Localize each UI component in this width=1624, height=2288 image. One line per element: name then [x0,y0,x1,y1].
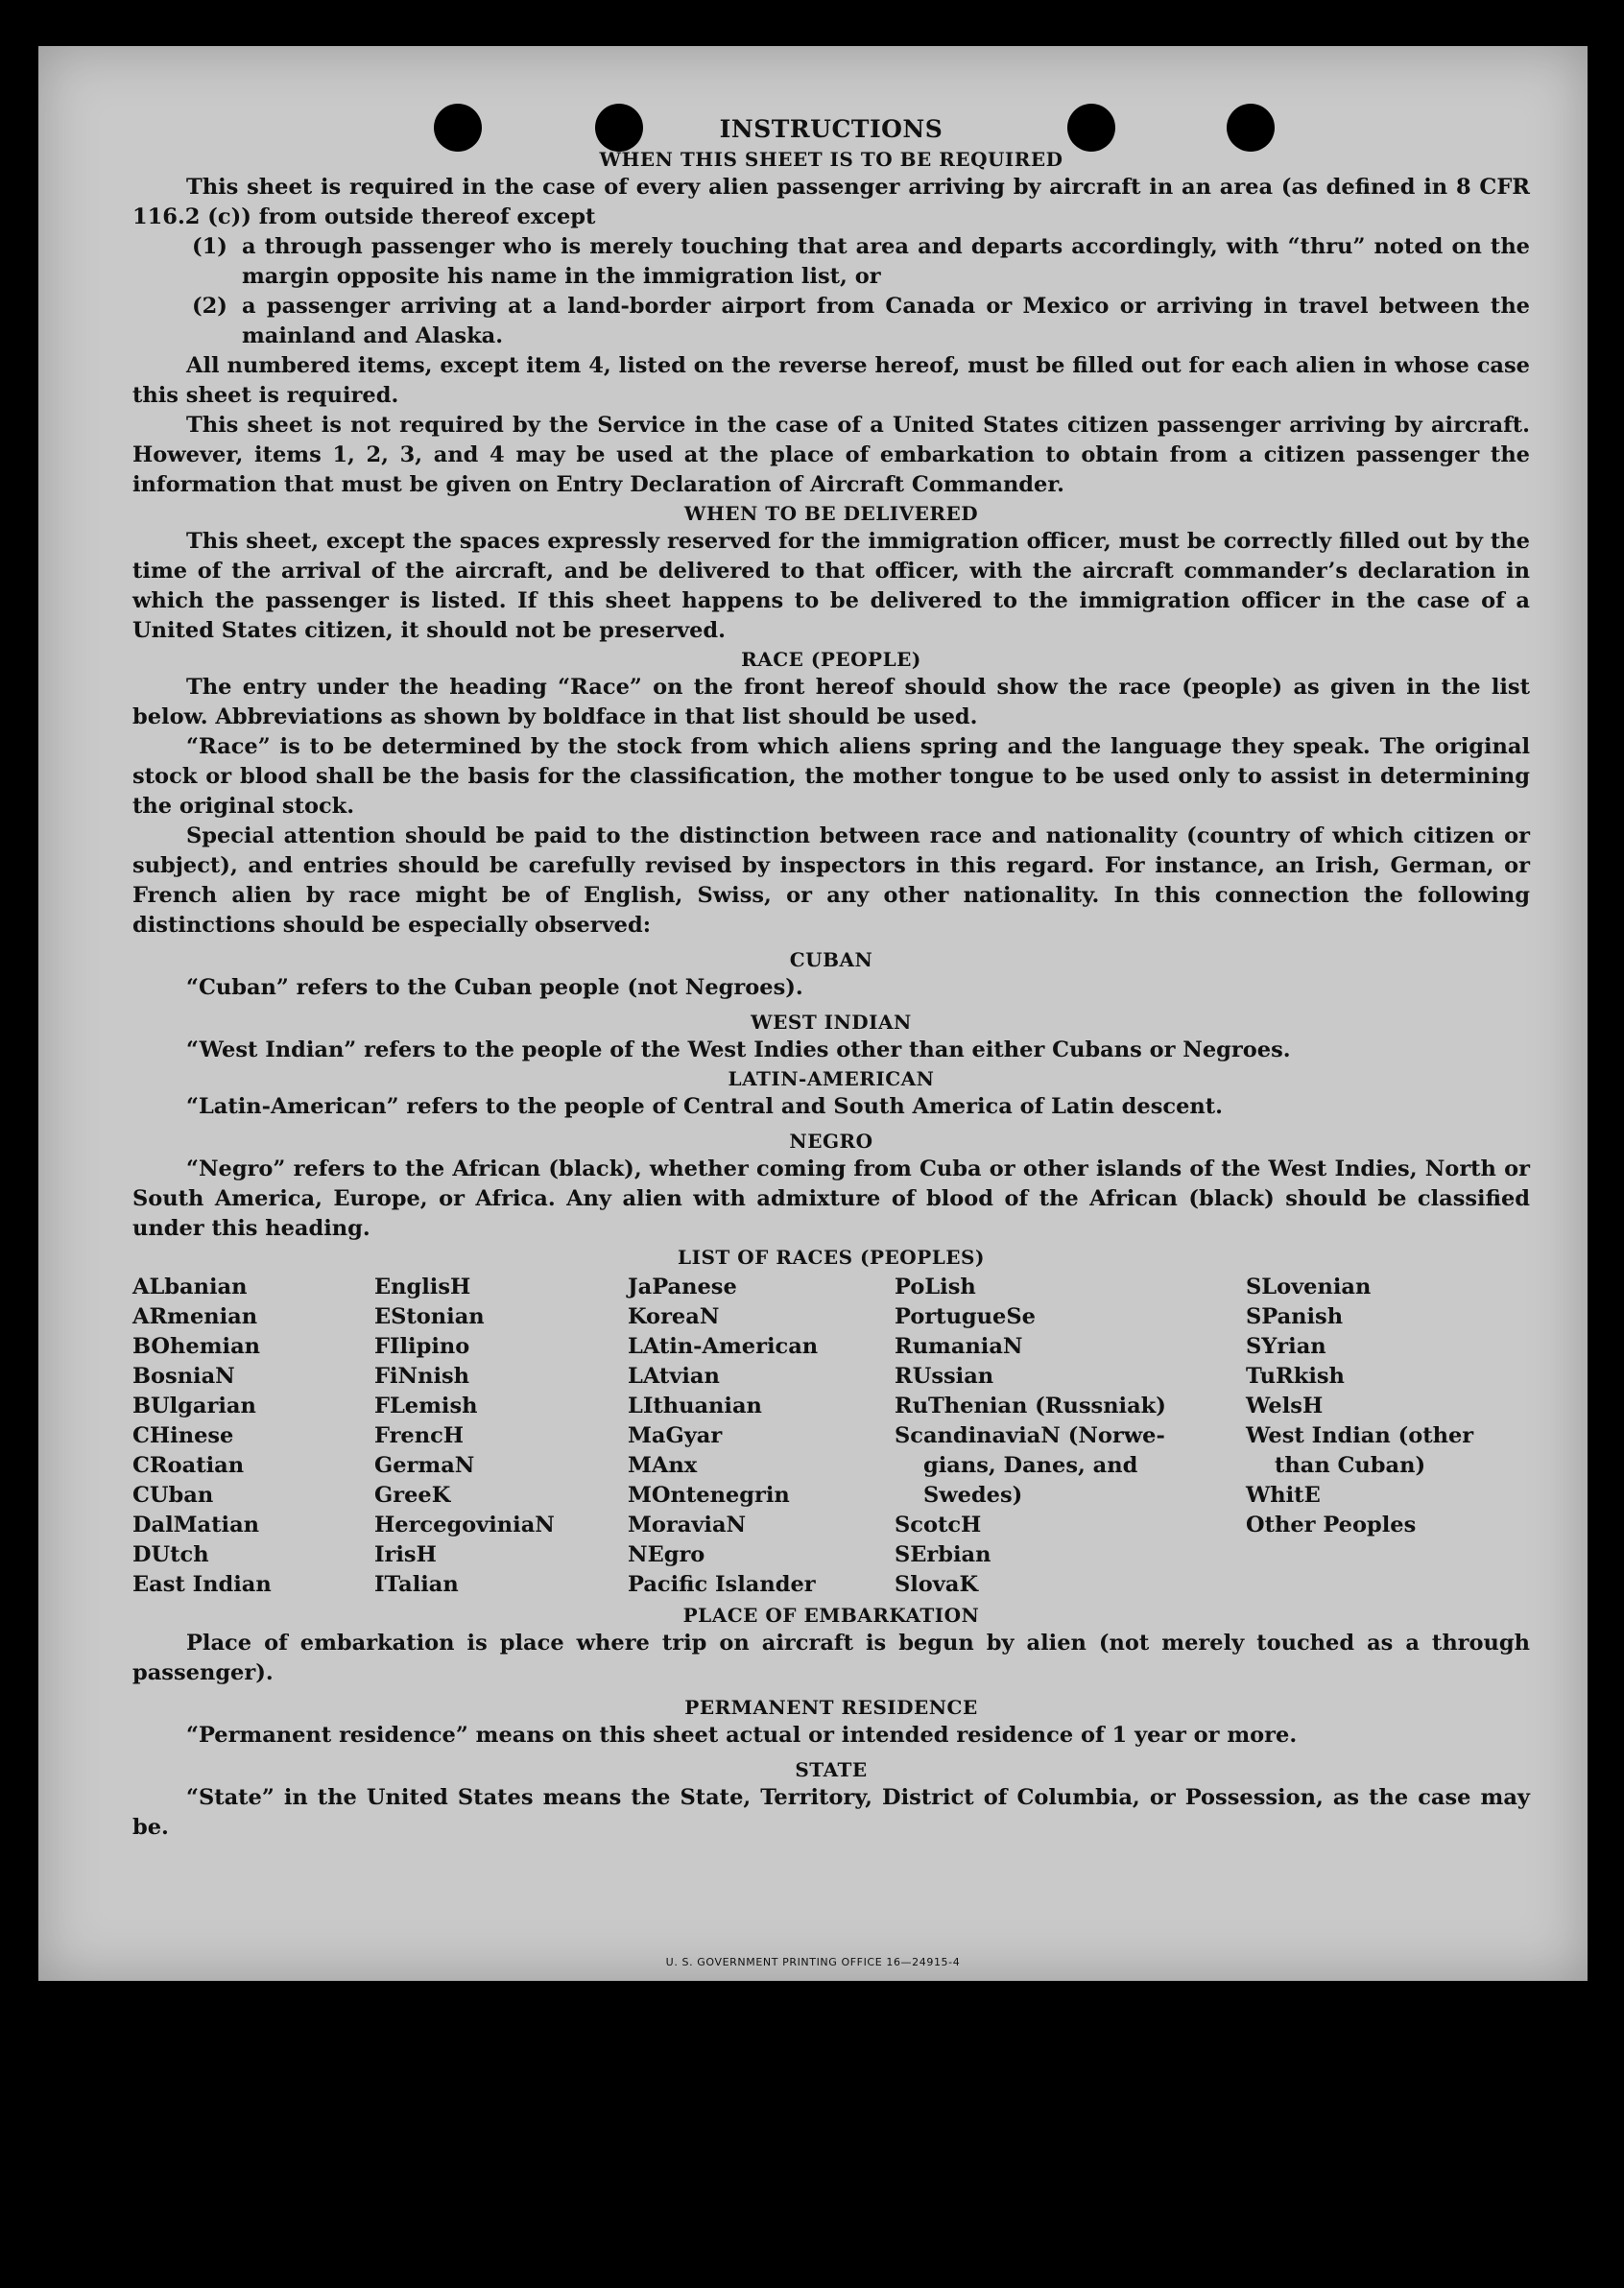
race-entry: PoLish [895,1275,976,1299]
numbered-items-paragraph: All numbered items, except item 4, listed on the reverse hereof, must be filled out for each alien in whose case this sheet is required. [132,353,1530,408]
race-entry: SErbian [895,1542,991,1567]
race-entry: ARmenian [132,1304,258,1329]
race-entry: FrencH [374,1423,465,1448]
heading-place-of-embarkation: PLACE OF EMBARKATION [682,1604,980,1627]
race-entry: EStonian [374,1304,485,1329]
race-entry: CUban [132,1483,214,1508]
heading-when-required: WHEN THIS SHEET IS TO BE REQUIRED [599,148,1063,171]
race-stock-paragraph: “Race” is to be determined by the stock from which aliens spring and the language they speak. The original stock or blood shall be the basis for the classification, the mother tongue to be used only to assist in determining the original stock. [132,734,1530,819]
instructions-body [132,113,1530,1843]
intro-paragraph: This sheet is required in the case of every alien passenger arriving by aircraft in an area (as defined in 8 CFR 116.2 (c)) from outside thereof except [132,175,1530,229]
race-entry: LIthuanian [628,1394,762,1418]
embarkation-paragraph: Place of embarkation is place where trip on aircraft is begun by alien (not merely touched as a through passenger). [132,1631,1530,1685]
race-entry: FiNnish [374,1364,470,1389]
race-entry: East Indian [132,1572,272,1597]
latin-american-paragraph: “Latin-American” refers to the people of Central and South America of Latin descent. [186,1094,1223,1119]
race-entry: CHinese [132,1423,234,1448]
race-entry: SlovaK [895,1572,979,1597]
race-entry: Swedes) [923,1483,1023,1508]
race-entry: WhitE [1246,1483,1321,1508]
race-entry: RumaniaN [895,1334,1023,1359]
race-entry: SYrian [1246,1334,1326,1359]
race-entry: MaGyar [628,1423,723,1448]
race-entry-paragraph: The entry under the heading “Race” on the front hereof should show the race (people) as given in the list below. Abbreviations as shown by boldface in that list should be used. [132,675,1530,729]
race-entry: BUlgarian [132,1394,256,1418]
heading-negro: NEGRO [789,1130,873,1153]
title-instructions: INSTRUCTIONS [719,115,943,143]
race-entry: MoraviaN [628,1513,747,1537]
race-entry: WelsH [1246,1394,1324,1418]
state-paragraph: “State” in the United States means the State, Territory, District of Columbia, or Possession, as the case may be. [132,1785,1530,1840]
races-table [132,1273,1530,1600]
race-entry: ALbanian [132,1275,248,1299]
race-entry: Other Peoples [1246,1513,1417,1537]
race-entry: ITalian [374,1572,459,1597]
race-entry: RuThenian (Russniak) [895,1394,1166,1418]
race-entry: PortugueSe [895,1304,1036,1329]
cuban-paragraph: “Cuban” refers to the Cuban people (not Negroes). [186,975,803,1000]
heading-west-indian: WEST INDIAN [751,1011,912,1034]
race-entry: IrisH [374,1542,437,1567]
west-indian-paragraph: “West Indian” refers to the people of the West Indies other than either Cubans or Negroes. [186,1037,1291,1062]
heading-permanent-residence: PERMANENT RESIDENCE [684,1696,978,1719]
race-entry: LAtin-American [628,1334,819,1359]
race-entry: KoreaN [628,1304,720,1329]
race-entry: GermaN [374,1453,475,1478]
race-entry: Pacific Islander [628,1572,816,1597]
races-column [1246,1273,1530,1600]
heading-latin-american: LATIN-AMERICAN [728,1067,935,1090]
race-entry: ScotcH [895,1513,982,1537]
heading-race: RACE (PEOPLE) [741,648,921,671]
race-entry: FLemish [374,1394,478,1418]
race-entry: BOhemian [132,1334,261,1359]
heading-state: STATE [795,1758,868,1781]
residence-paragraph: “Permanent residence” means on this sheet actual or intended residence of 1 year or more. [186,1723,1298,1748]
races-column [132,1273,374,1600]
races-column [628,1273,895,1600]
heading-cuban: CUBAN [789,948,873,971]
race-entry: HercegoviniaN [374,1513,555,1537]
race-entry: gians, Danes, and [923,1453,1138,1478]
exception-item: (1) a through passenger who is merely touching that area and departs accordingly, with “thru” noted on the margin opposite his name in the immigration list, or [192,234,1530,289]
heading-when-delivered: WHEN TO BE DELIVERED [683,502,979,525]
negro-paragraph: “Negro” refers to the African (black), whether coming from Cuba or other islands of the West Indies, North or South America, Europe, or Africa. Any alien with admixture of blood of the African (black) should be classified under this heading. [132,1156,1530,1241]
race-entry: EnglisH [374,1275,471,1299]
race-entry: MAnx [628,1453,698,1478]
race-entry: FIlipino [374,1334,470,1359]
race-attention-paragraph: Special attention should be paid to the distinction between race and nationality (country of which citizen or subject), and entries should be carefully revised by inspectors in this regard. For instance, an Irish, German, or French alien by race might be of English, Swiss, or any other nationality. In this connection the following distinctions should be especially observed: [132,823,1530,938]
delivered-paragraph: This sheet, except the spaces expressly reserved for the immigration officer, must be correctly filled out by the time of the arrival of the aircraft, and be delivered to that officer, with the aircraft commander’s declaration in which the passenger is listed. If this sheet happens to be delivered to the immigration officer in the case of a United States citizen, it should not be preserved. [132,529,1530,643]
race-entry: than Cuban) [1275,1453,1426,1478]
exception-item: (2) a passenger arriving at a land-border airport from Canada or Mexico or arriving in travel between the mainland and Alaska. [192,294,1530,348]
race-entry: JaPanese [628,1275,737,1299]
races-column [895,1273,1246,1600]
exceptions-list [132,232,1530,351]
race-entry: SPanish [1246,1304,1344,1329]
race-entry: CRoatian [132,1453,245,1478]
race-entry: NEgro [628,1542,705,1567]
race-entry: GreeK [374,1483,451,1508]
heading-list-of-races: LIST OF RACES (PEOPLES) [678,1246,985,1269]
race-entry: DalMatian [132,1513,260,1537]
race-entry: TuRkish [1246,1364,1345,1389]
printer-imprint: U. S. GOVERNMENT PRINTING OFFICE 16—24915-4 [665,1956,961,1968]
races-column [374,1273,628,1600]
race-entry: DUtch [132,1542,209,1567]
race-entry: MOntenegrin [628,1483,790,1508]
race-entry: LAtvian [628,1364,720,1389]
not-required-paragraph: This sheet is not required by the Service in the case of a United States citizen passenger arriving by aircraft. However, items 1, 2, 3, and 4 may be used at the place of embarkation to obtain from a citizen passenger the information that must be given on Entry Declaration of Aircraft Commander. [132,413,1530,497]
race-entry: SLovenian [1246,1275,1372,1299]
race-entry: RUssian [895,1364,994,1389]
race-entry: BosniaN [132,1364,235,1389]
document-page [38,46,1588,1981]
race-entry: ScandinaviaN (Norwe- [895,1423,1165,1448]
race-entry: West Indian (other [1246,1423,1474,1448]
